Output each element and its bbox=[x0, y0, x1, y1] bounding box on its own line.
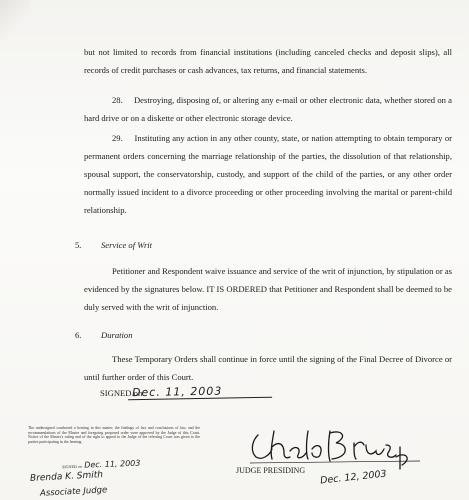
paragraph-29: 29. Instituting any action in any other county, state, or nation attempting to obtain temporary or permanent orders concerning the marriage relationship of the parties, the dissolution of that relationship, spousal support, the conservatorship, custody, and support of the child of the parties, or any other order normally issued incident to a divorce proceeding or other proceeding involving the marital or parent-child relationship. bbox=[84, 133, 452, 215]
section-5-number: 5. bbox=[75, 240, 82, 250]
section-5-body: Petitioner and Respondent waive issuance and service of the writ of injunction, by stipulation or as evidenced by the signatures below. IT IS ORDERED that Petitioner and Respondent shall be deemed to be duly served with the writ of injunction. bbox=[84, 266, 452, 312]
associate-judge-title: Associate Judge bbox=[39, 485, 108, 499]
judge-signature bbox=[250, 425, 420, 470]
section-5-title: Service of Writ bbox=[101, 240, 153, 250]
signed-date: Dec. 11, 2003 bbox=[128, 384, 272, 401]
page-fold bbox=[0, 0, 30, 40]
associate-judge-signature: Brenda K. Smith bbox=[29, 470, 104, 484]
associate-judge-certificate: The undersigned conducted a hearing in this matter, the findings of fact and conclusions of law, and the recommendations of the Master and foregoing proposed order were approved by the Judge of this Court. Notice of the Master's ruling and of the right to appeal to the Judge of the referring Court was given to the parties participating in the hearing. bbox=[28, 426, 200, 444]
certificate-date-value: Dec. 11, 2003 bbox=[84, 458, 141, 470]
section-6-body: These Temporary Orders shall continue in force until the signing of the Final Decree of Divorce or until further order of this Court. bbox=[84, 354, 452, 382]
signed-label: SIGNED on bbox=[100, 388, 143, 398]
paragraph-27-continuation: but not limited to records from financial institutions (including canceled checks and deposit slips), all records of credit purchases or cash advances, tax returns, and financial statements. bbox=[84, 47, 452, 75]
judge-signed-date: Dec. 12, 2003 bbox=[319, 468, 388, 487]
section-6-title: Duration bbox=[101, 330, 133, 340]
judge-presiding-label: JUDGE PRESIDING bbox=[236, 466, 306, 475]
paragraph-28: 28. Destroying, disposing of, or altering any e-mail or other electronic data, whether stored on a hard drive or on a diskette or other electronic storage device. bbox=[84, 95, 452, 123]
certificate-signed-date bbox=[62, 459, 141, 471]
section-6-number: 6. bbox=[75, 330, 82, 340]
certificate-signed-label: SIGNED on bbox=[61, 463, 82, 470]
